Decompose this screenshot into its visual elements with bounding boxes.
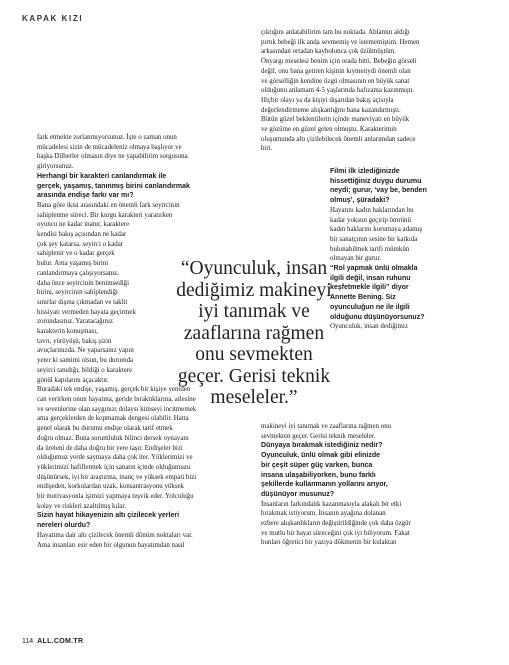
right-column-narrow	[330, 167, 476, 332]
text-line: olduğumuz yerde saymaya daha çok iter. Yüklerimizi ve	[37, 454, 193, 462]
text-line: bir motivasyonla işimizi yapmaya teşvik eder. Yolculuğu	[37, 493, 194, 501]
text-line: giriyorsunuz.	[37, 163, 74, 171]
text-line: arasında endişe farkı var mı?	[37, 192, 134, 200]
text-line: bir sanatçının sesine bir katkıda	[330, 235, 418, 243]
text-line: sınırlar dışına çıkmadan ve taklit	[37, 298, 128, 306]
right-column	[261, 28, 476, 154]
text-line: oyunculuğun ne ile ilgili	[330, 303, 410, 311]
text-line: çok şey katarsa, seyirci o kadar	[37, 240, 124, 248]
text-line: hissettiğiniz duygu durumu	[330, 177, 422, 185]
text-line: Ama insanları esir eden bir olgunun hayatımdan nasıl	[37, 541, 185, 549]
text-line: Buradaki tek endişe, yaşamış, gerçek bir kişiye yeniden	[37, 386, 191, 394]
text-line: sahiplenir ve o kadar gerçek	[37, 250, 115, 258]
paragraph	[261, 500, 476, 549]
text-line: ve görselliğin kendine özgü olmasının en büyük sanat	[261, 77, 410, 85]
text-line: Hayatıma dair altı çizilecek önemli dönüm noktaları var.	[37, 531, 193, 539]
interview-question	[37, 511, 273, 530]
text-line: canlandırmaya çalışıyorsanız,	[37, 269, 119, 277]
text-line: şekillerde kullanmanın yollarını arıyor,	[261, 481, 388, 489]
text-line: çıktığını anlatabilirim tam bu noktada. Ablamın aldığı	[261, 29, 410, 36]
page-number: 114	[22, 638, 34, 645]
text-line: İnsanların farkındalık kazanmasıyla alakalı bir etki	[261, 500, 402, 508]
text-line: Hayatını kadın haklarından bu	[330, 206, 414, 214]
text-line: birini, seyircinin sahiplendiği	[37, 289, 118, 297]
text-line: başka Dilberler olmasın diye ne yapabilirim sorgusuna	[37, 153, 188, 161]
text-line: Oyunculuk, ünlü olmak gibi elinizde	[261, 452, 381, 460]
text-line: ilgili değil, insan ruhunu	[330, 274, 411, 282]
text-line: bulur. Ama yaşamış birini	[37, 260, 109, 268]
text-line: biri.	[261, 145, 273, 153]
text-line: endişeden, korkulardan uzak, konsantrasyonu yüksek	[37, 483, 184, 491]
text-line: değil, onu bana getiren kişinin kıymetiydi önemli olan	[261, 67, 411, 75]
text-line: keşfetmekle ilgili” diyor	[330, 284, 409, 292]
text-line: kolay ve riskleri azaltılmış kılar.	[37, 502, 126, 510]
text-line: gönül kapılarını açacaktır.	[37, 376, 109, 384]
interview-question	[37, 172, 273, 201]
text-line: Bana göre ikisi arasındaki en önemli fark seyircinin	[37, 201, 180, 209]
text-line: bunları öğretici bir yazıya dökmenin bir kulaktan	[261, 539, 397, 547]
paragraph	[261, 422, 476, 441]
text-line: tavrı, yürüyüşü, bakış şizin	[37, 337, 112, 345]
text-line: seyirci tanıdığı, bildiği o karaktere	[37, 366, 133, 374]
text-line: avuçlarınızda. Ne yaparsanız yapın	[37, 347, 134, 355]
text-line: ve sevenlerine olan saygınızı dolaysı kimseyi incitmemek	[37, 405, 197, 413]
text-line: Dünyaya bırakmak istediğiniz nedir?	[261, 442, 383, 450]
text-line: ezbere alışkanlıkların değiştirildiğinde çok daha özgür	[261, 520, 411, 528]
text-line: makineyi iyi tanımak ve zaaflarına rağmen onu	[261, 423, 392, 430]
text-line: arkasından ortadan kaybolunca çok üzülmüştüm.	[261, 48, 396, 56]
text-line: oyuncu ne kadar inanır, karaktere	[37, 221, 130, 229]
text-line: Oyunculuk, insan dediğimiz	[330, 323, 408, 331]
text-line: da üreteni de daha doğru bir yere taşır. Endişeler bizi	[37, 444, 183, 452]
text-line: fark etmekte zorlanmıyorsunuz. İşte o zaman onun	[37, 134, 177, 141]
page-footer	[22, 638, 83, 645]
paragraph	[330, 322, 476, 332]
text-line: sevmekten geçer. Gerisi teknik meseleler.	[261, 432, 376, 440]
right-column-bottom	[261, 422, 476, 548]
paragraph	[37, 133, 273, 172]
interview-question	[330, 264, 476, 322]
text-line: değerlendirmeme alışkanlığını bana kazandırmıştı.	[261, 106, 401, 114]
paragraph	[261, 28, 476, 154]
text-line: genel olarak bu durumu endişe olarak tarif etmek	[37, 425, 173, 433]
text-line: yeter ki samimi olsun, bu durumda	[37, 357, 134, 365]
text-line: karakterin konuşması,	[37, 328, 98, 336]
text-line: kendisi bakış açısından ne kadar	[37, 231, 127, 239]
text-line: sahiplenme süreci. Bir kurgu karakteri yaratırken	[37, 211, 173, 219]
text-line: kadın haklarını korumaya adamış	[330, 226, 423, 234]
paragraph	[330, 206, 476, 264]
text-line: nereleri olurdu?	[37, 522, 91, 530]
text-line: bir çeşit süper güç varken, bunca	[261, 461, 373, 469]
text-line: Sizin hayat hikayenizin altı çizilecek yerleri	[37, 512, 180, 520]
text-line: bulunabilmek tarifi mümkün	[330, 245, 410, 253]
text-line: olmuş’, şüradaki?	[330, 197, 390, 205]
text-line: neydi; gurur, ‘vay be, benden	[330, 187, 427, 195]
text-line: bırakmak istiyorum. İnsanın ayağına dolanan	[261, 510, 386, 518]
text-line: düşünüyor musunuz?	[261, 490, 335, 498]
text-line: ama gerçeklerden de kopmamak dengesi olabilir. Hatta	[37, 415, 189, 423]
text-line: zorundasınız. Yaratacağınız	[37, 318, 113, 326]
text-line: Önyargı meselesi benim için orada bitti. Bebeğin görseli	[261, 58, 417, 66]
text-line: Annette Bening. Siz	[330, 294, 396, 302]
pull-quote: “Oyunculuk, insan dediğimiz makineyi iyi tanımak ve zaaflarına rağmen onu sevmekten geçer. Gerisi teknik meseleler.”	[176, 258, 332, 408]
text-line: gerçek, yaşamış, tanınmış birini canlandırmak	[37, 182, 190, 190]
section-label: KAPAK KIZI	[22, 14, 84, 23]
text-line: can verirken onun hayatına, geride bıraktıklarına, ailesine	[37, 395, 196, 403]
interview-question	[261, 441, 476, 499]
text-line: daha önce seyircinin benimsediği	[37, 279, 130, 287]
text-line: pırtık bebeği ilk anda sevmemiş ve istememiştim. Hemen	[261, 38, 420, 46]
text-line: mücadelesi sizin de mücadeleniz olmaya başlıyor ve	[37, 143, 182, 151]
text-line: Bütün güzel beklentilerin içinde maneviyatı en büyük	[261, 116, 410, 124]
interview-question	[330, 167, 476, 206]
text-line: ve gözüme en güzel gelen olmuştu. Karakterimin	[261, 126, 397, 134]
text-line: hissiyatı vermeden hayata geçirmek	[37, 308, 136, 316]
text-line: Herhangi bir karakteri canlandırmak ile	[37, 172, 167, 180]
text-line: “Rol yapmak ünlü olmakla	[330, 265, 418, 273]
text-line: Filmi ilk izlediğinizde	[330, 168, 400, 175]
text-line: kadar yoksun geçirip ömrünü	[330, 216, 411, 224]
paragraph	[37, 531, 273, 550]
text-line: yüklerimizi hafifletmek için sanatın içinde olduğumuzu	[37, 463, 191, 471]
text-line: olduğunu düşünüyorsunuz?	[330, 313, 425, 321]
text-line: olduğunu anlamam 4-5 yaşlarında hafızama kazınmıştı.	[261, 87, 415, 95]
text-line: doğru olmaz. Buna sorumluluk bilinci dersek oynayanı	[37, 434, 189, 442]
site-url: ALL.COM.TR	[37, 638, 84, 645]
text-line: ve mutlu bir hayat süreceğini çok iyi biliyorum. Fakat	[261, 529, 410, 537]
text-line: düşünürsek, iyi bir araştırma, inanç ve yüksek empati bizi	[37, 473, 197, 481]
text-line: olmayan bir gurur.	[330, 255, 382, 263]
text-line: Hiçbir olayı ya da kişiyi dışarıdan bakış açısıyla	[261, 96, 394, 104]
text-line: insana ulaşabiliyorken, bunu farklı	[261, 471, 376, 479]
text-line: oluşumunda altı çizilebilecek önemli anlarımdan sadece	[261, 135, 416, 143]
